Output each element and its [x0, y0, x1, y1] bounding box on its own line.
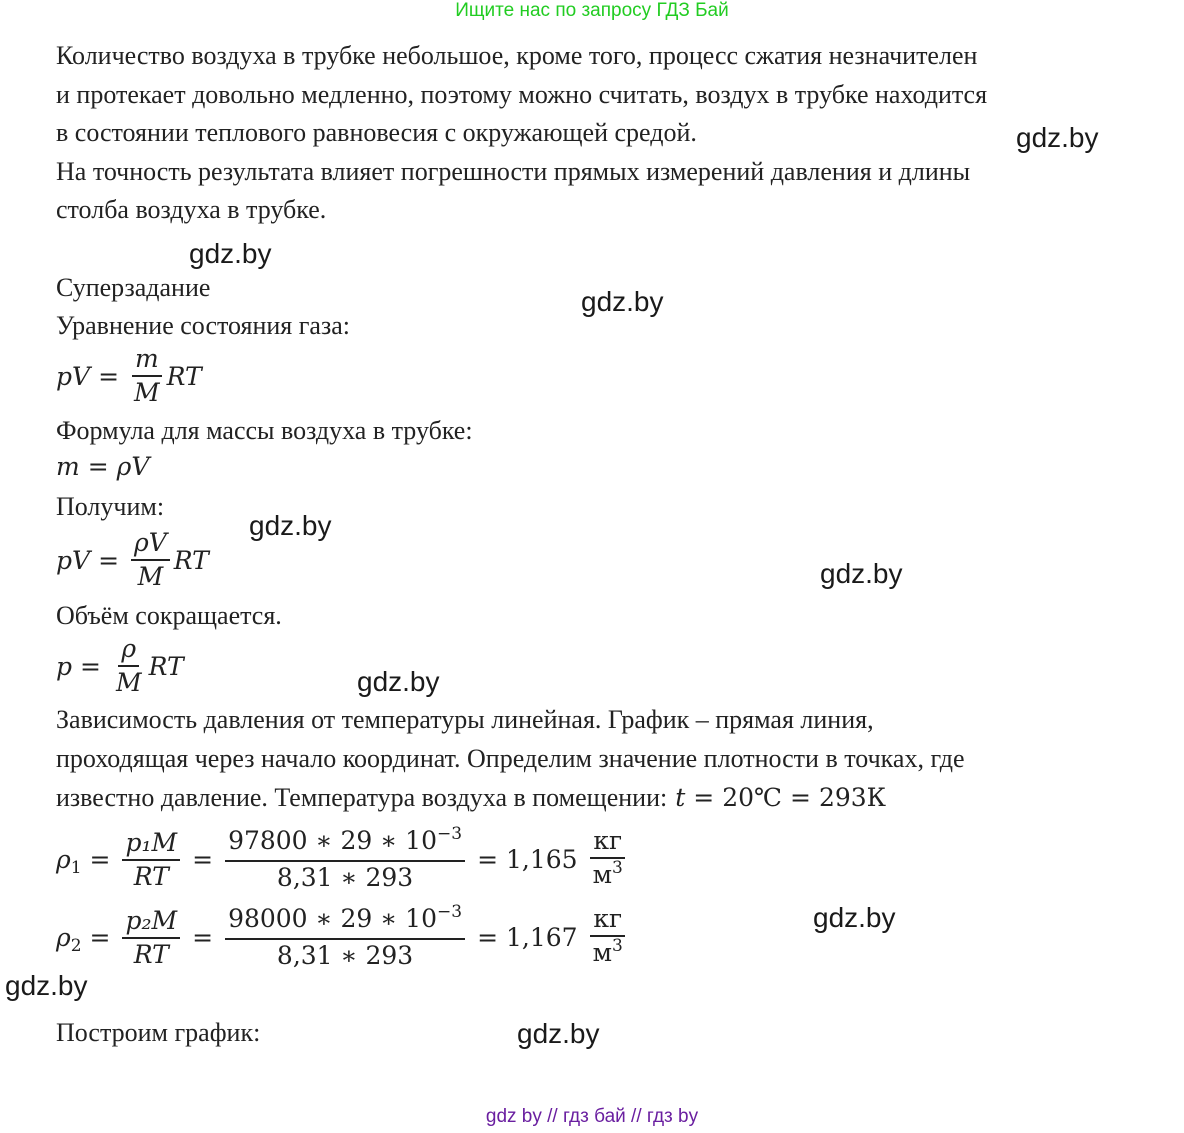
paragraph-line: Количество воздуха в трубке небольшое, кроме того, процесс сжатия незначителен [56, 41, 978, 70]
label-state-equation: Уравнение состояния газа: [56, 311, 350, 340]
label-volume-cancels: Объём сокращается. [56, 601, 282, 630]
formula-pressure: p = $\frac{\rho}{M}$ RT [56, 634, 184, 697]
section-title: Суперзадание [56, 273, 211, 302]
paragraph-line: проходящая через начало координат. Определим значение плотности в точках, где [56, 744, 965, 773]
label-mass-formula: Формула для массы воздуха в трубке: [56, 416, 473, 445]
paragraph-line: На точность результата влияет погрешности прямых измерений давления и длины [56, 157, 971, 186]
paragraph-line-temperature: известно давление. Температура воздуха в помещении: t = 20℃ = 293К [56, 779, 886, 817]
formula-substituted: pV = $\frac{\rho V}{M}$ RT [56, 528, 209, 591]
watermark: gdz.by [813, 902, 896, 933]
watermark: gdz.by [581, 286, 664, 317]
paragraph-line: и протекает довольно медленно, поэтому можно считать, воздух в трубке находится [56, 80, 988, 109]
paragraph-line: столба воздуха в трубке. [56, 195, 327, 224]
formula-temperature: t = 20℃ = 293К [675, 783, 887, 812]
watermark: gdz.by [249, 510, 332, 541]
formula-mass: m = ρV [56, 452, 150, 481]
watermark: gdz.by [189, 238, 272, 269]
formula-density-2: ρ 2 = $\frac{\text{p₂M}}{RT}$ = $\frac{98000 ∗ 29 ∗ 10^{-3}}{8,31 ∗ 293}$ = 1,167 $\frac{кг}{м^3}$ [56, 904, 630, 971]
watermark: gdz.by [357, 666, 440, 697]
watermark: gdz.by [1016, 122, 1099, 153]
label-get: Получим: [56, 492, 165, 521]
footer-links[interactable]: gdz by // гдз бай // гдз by [485, 1106, 699, 1127]
formula-density-1: ρ 1 = $\frac{\text{p₁M}}{RT}$ = $\frac{97800 ∗ 29 ∗ 10^{-3}}{8,31 ∗ 293}$ = 1,165 $\frac{кг}{м^3}$ [56, 826, 630, 893]
formula-state-equation: pV = $\frac{m}{M}$ RT [56, 344, 202, 407]
paragraph-line: в состоянии теплового равновесия с окружающей средой. [56, 118, 697, 147]
watermark: gdz.by [820, 558, 903, 589]
paragraph-line: Зависимость давления от температуры линейная. График – прямая линия, [56, 705, 874, 734]
label-build-graph: Построим график: [56, 1018, 261, 1047]
watermark: gdz.by [5, 970, 88, 1001]
watermark: gdz.by [517, 1018, 600, 1049]
search-banner-link[interactable]: Ищите нас по запросу ГДЗ Бай [455, 0, 729, 21]
